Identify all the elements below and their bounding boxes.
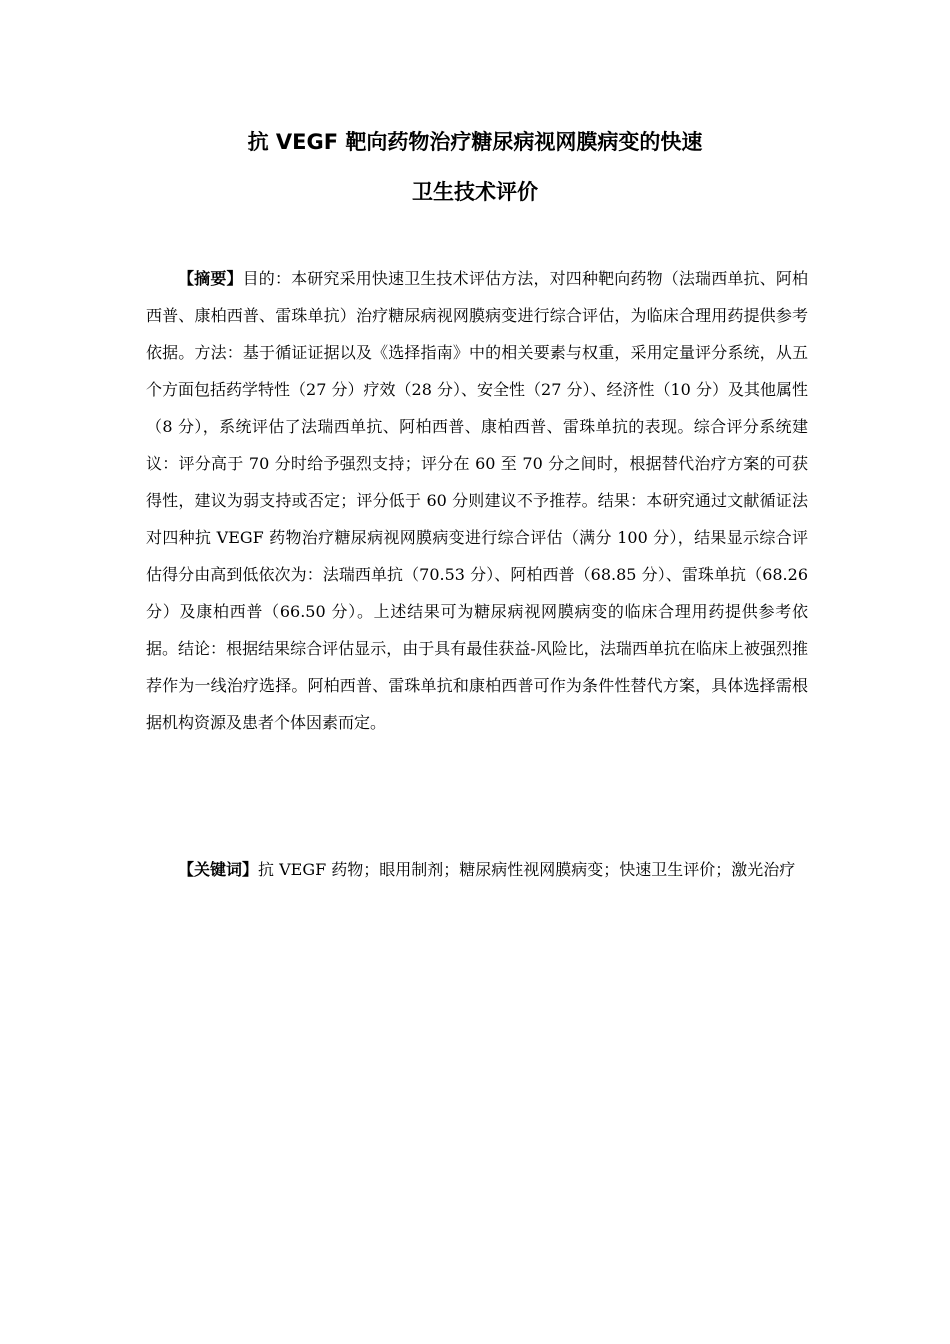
keywords-text: 抗 VEGF 药物；眼用制剂；糖尿病性视网膜病变；快速卫生评价；激光治疗 <box>258 860 796 879</box>
abstract-paragraph <box>146 260 808 741</box>
keywords-paragraph <box>146 851 808 888</box>
abstract-label: 【摘要】 <box>178 269 243 288</box>
document-title-line-2: 卫生技术评价 <box>412 180 538 204</box>
document-title-line-1: 抗 VEGF 靶向药物治疗糖尿病视网膜病变的快速 <box>247 130 703 154</box>
abstract-text: 目的：本研究采用快速卫生技术评估方法，对四种靶向药物（法瑞西单抗、阿柏西普、康柏西普、雷珠单抗）治疗糖尿病视网膜病变进行综合评估，为临床合理用药提供参考依据。方法：基于循证证据以及《选择指南》中的相关要素与权重，采用定量评分系统，从五个方面包括药学特性（27 分）疗效（28 分）、安全性（27 分）、经济性（10 分）及其他属性（8 分），系统评估了法瑞西单抗、阿柏西普、康柏西普、雷珠单抗的表现。综合评分系统建议：评分高于 70 分时给予强烈支持；评分在 60 至 70 分之间时，根据替代治疗方案的可获得性，建议为弱支持或否定；评分低于 60 分则建议不予推荐。结果：本研究通过文献循证法对四种抗 VEGF 药物治疗糖尿病视网膜病变进行综合评估（满分 100 分），结果显示综合评估得分由高到低依次为：法瑞西单抗（70.53 分）、阿柏西普（68.85 分）、雷珠单抗（68.26 分）及康柏西普（66.50 分）。上述结果可为糖尿病视网膜病变的临床合理用药提供参考依据。结论：根据结果综合评估显示，由于具有最佳获益-风险比，法瑞西单抗在临床上被强烈推荐作为一线治疗选择。阿柏西普、雷珠单抗和康柏西普可作为条件性替代方案，具体选择需根据机构资源及患者个体因素而定。 <box>146 269 808 732</box>
keywords-label: 【关键词】 <box>178 860 259 879</box>
